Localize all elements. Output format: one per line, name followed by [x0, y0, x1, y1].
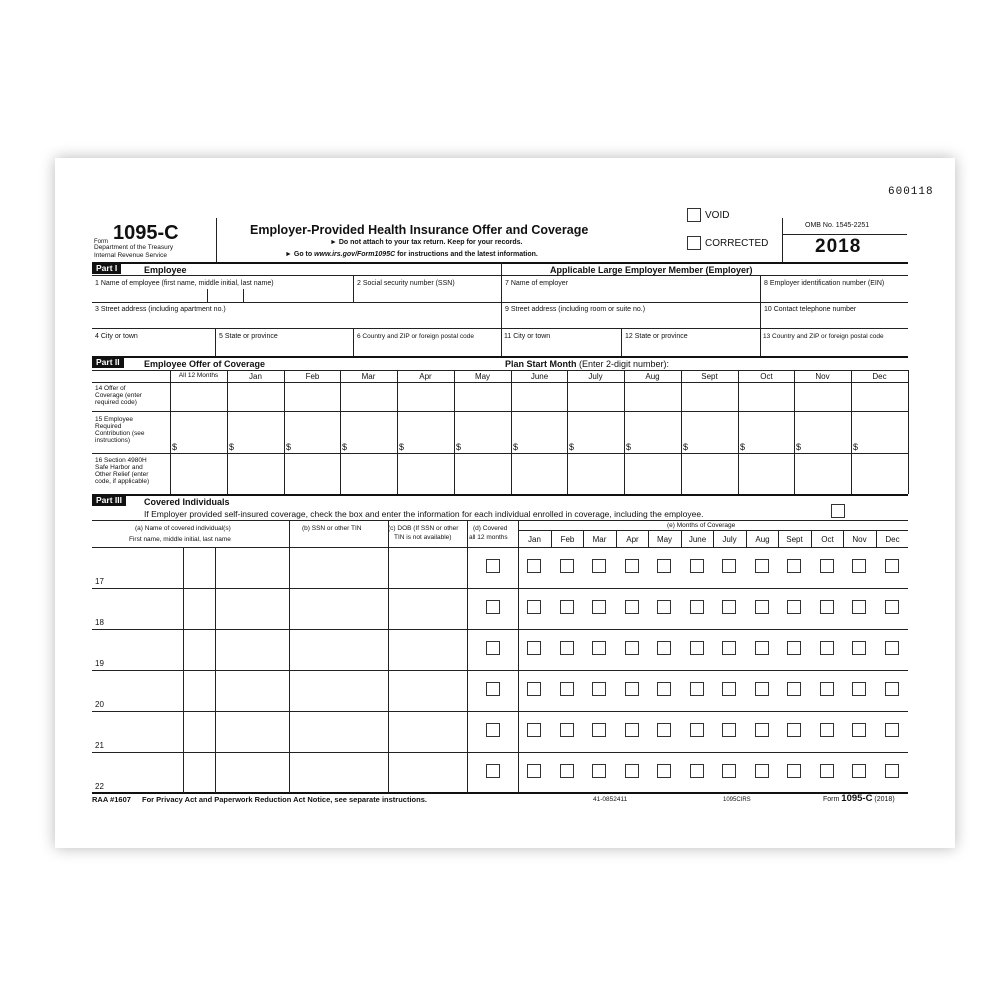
row15-entry-cell[interactable] — [636, 413, 679, 451]
row14-entry-cell[interactable] — [398, 383, 453, 410]
month-coverage-checkbox[interactable] — [852, 764, 866, 778]
month-coverage-checkbox[interactable] — [722, 723, 736, 737]
month-coverage-checkbox[interactable] — [722, 600, 736, 614]
month-coverage-checkbox[interactable] — [625, 682, 639, 696]
form-word: Form — [94, 239, 108, 245]
row14-entry-cell[interactable] — [682, 383, 737, 410]
row15-entry-cell[interactable] — [296, 413, 339, 451]
first-name-cell[interactable] — [184, 548, 214, 587]
name-cell[interactable] — [216, 753, 288, 792]
row15-entry-cell[interactable] — [466, 413, 509, 451]
first-name-cell[interactable] — [184, 589, 214, 628]
month-coverage-checkbox[interactable] — [820, 682, 834, 696]
footer-privacy: For Privacy Act and Paperwork Reduction Act Notice, see separate instructions. — [142, 795, 427, 804]
self-insured-checkbox[interactable] — [831, 504, 845, 518]
part3-row-number: 22 — [95, 782, 104, 791]
field-10-label: 10 Contact telephone number — [764, 306, 857, 313]
row16-entry-cell[interactable] — [852, 455, 907, 493]
corrected-checkbox[interactable] — [687, 236, 701, 250]
row15-dollar-sign: $ — [626, 442, 632, 452]
col-e-label: (e) Months of Coverage — [667, 522, 736, 529]
month-coverage-checkbox[interactable] — [852, 682, 866, 696]
row14-entry-cell[interactable] — [852, 383, 907, 410]
part3-row-number: 18 — [95, 618, 104, 627]
col-b-label: (b) SSN or other TIN — [302, 525, 362, 532]
part2-header-month: Aug — [645, 372, 660, 381]
dob-cell[interactable] — [389, 753, 466, 792]
month-coverage-checkbox[interactable] — [885, 764, 899, 778]
footer-raa: RAA #1607 — [92, 795, 131, 804]
part2-label: Part II — [92, 357, 124, 368]
month-coverage-checkbox[interactable] — [527, 723, 541, 737]
irs-name: Internal Revenue Service — [94, 252, 167, 259]
row16-entry-cell[interactable] — [398, 455, 453, 493]
month-coverage-checkbox[interactable] — [755, 764, 769, 778]
part3-header-month: Feb — [560, 535, 575, 544]
covered-all-12-checkbox[interactable] — [486, 641, 500, 655]
part2-header-month: Jan — [249, 372, 262, 381]
month-coverage-checkbox[interactable] — [657, 600, 671, 614]
month-coverage-checkbox[interactable] — [592, 600, 606, 614]
row15-dollar-sign: $ — [569, 442, 575, 452]
month-coverage-checkbox[interactable] — [885, 559, 899, 573]
field-6-label: 6 Country and ZIP or foreign postal code — [357, 333, 474, 340]
instruction-2: ► Go to www.irs.gov/Form1095C for instructions and the latest information. — [285, 251, 538, 258]
field-13-label: 13 Country and ZIP or foreign postal code — [763, 333, 884, 340]
month-coverage-checkbox[interactable] — [690, 682, 704, 696]
month-coverage-checkbox[interactable] — [625, 723, 639, 737]
month-coverage-checkbox[interactable] — [657, 641, 671, 655]
part3-header-month: Apr — [626, 535, 639, 544]
col-a-label-2: First name, middle initial, last name — [129, 536, 231, 543]
row14-entry-cell[interactable] — [739, 383, 794, 410]
footer-form: Form 1095-C (2018) — [823, 793, 895, 804]
month-coverage-checkbox[interactable] — [592, 723, 606, 737]
month-coverage-checkbox[interactable] — [690, 559, 704, 573]
row14-entry-cell[interactable] — [795, 383, 850, 410]
month-coverage-checkbox[interactable] — [560, 641, 574, 655]
part1-title: Employee — [144, 265, 187, 275]
month-coverage-checkbox[interactable] — [690, 641, 704, 655]
month-coverage-checkbox[interactable] — [722, 682, 736, 696]
row16-entry-cell[interactable] — [795, 455, 850, 493]
form-sheet — [55, 158, 955, 848]
month-coverage-checkbox[interactable] — [527, 682, 541, 696]
month-coverage-checkbox[interactable] — [690, 723, 704, 737]
col-d-label-2: all 12 months — [469, 534, 508, 541]
month-coverage-checkbox[interactable] — [722, 641, 736, 655]
row14-entry-cell[interactable] — [171, 383, 226, 410]
part2-header-month: July — [588, 372, 603, 381]
month-coverage-checkbox[interactable] — [787, 641, 801, 655]
row15-entry-cell[interactable] — [239, 413, 282, 451]
month-coverage-checkbox[interactable] — [820, 559, 834, 573]
month-coverage-checkbox[interactable] — [560, 764, 574, 778]
month-coverage-checkbox[interactable] — [820, 641, 834, 655]
field-4-label: 4 City or town — [95, 333, 138, 340]
field-12-label: 12 State or province — [625, 333, 688, 340]
part2-header-month: Mar — [361, 372, 376, 381]
col-c-label-1: (c) DOB (If SSN or other — [388, 525, 459, 532]
row14-entry-cell[interactable] — [285, 383, 340, 410]
part3-label: Part III — [92, 495, 126, 506]
row16-entry-cell[interactable] — [568, 455, 623, 493]
ssn-cell[interactable] — [290, 630, 387, 669]
row16-entry-cell[interactable] — [285, 455, 340, 493]
row16-entry-cell[interactable] — [682, 455, 737, 493]
month-coverage-checkbox[interactable] — [560, 559, 574, 573]
omb-number: OMB No. 1545-2251 — [805, 222, 870, 229]
col-d-label-1: (d) Covered — [473, 525, 508, 532]
month-coverage-checkbox[interactable] — [787, 600, 801, 614]
name-cell[interactable] — [216, 630, 288, 669]
dob-cell[interactable] — [389, 671, 466, 710]
month-coverage-checkbox[interactable] — [690, 764, 704, 778]
row16-entry-cell[interactable] — [512, 455, 567, 493]
part3-row-number: 20 — [95, 700, 104, 709]
row15-label: 15 Employee Required Contribution (see instructions) — [95, 416, 145, 444]
col-a-label-1: (a) Name of covered individual(s) — [135, 525, 231, 532]
row15-dollar-sign: $ — [513, 442, 519, 452]
month-coverage-checkbox[interactable] — [787, 559, 801, 573]
row15-entry-cell[interactable] — [523, 413, 566, 451]
month-coverage-checkbox[interactable] — [787, 764, 801, 778]
part3-row-number: 17 — [95, 577, 104, 586]
row15-dollar-sign: $ — [229, 442, 235, 452]
month-coverage-checkbox[interactable] — [755, 723, 769, 737]
part2-header-month: Sept — [701, 372, 718, 381]
part2-header-month: May — [474, 372, 491, 381]
row15-entry-cell[interactable] — [750, 413, 793, 451]
covered-all-12-checkbox[interactable] — [486, 723, 500, 737]
covered-all-12-checkbox[interactable] — [486, 559, 500, 573]
row16-entry-cell[interactable] — [341, 455, 396, 493]
month-coverage-checkbox[interactable] — [592, 764, 606, 778]
name-cell[interactable] — [216, 589, 288, 628]
row15-dollar-sign: $ — [286, 442, 292, 452]
field-9-label: 9 Street address (including room or suite no.) — [505, 306, 646, 313]
row15-dollar-sign: $ — [342, 442, 348, 452]
ssn-cell[interactable] — [290, 671, 387, 710]
part3-header-month: July — [722, 535, 737, 544]
part3-header-month: Sept — [786, 535, 803, 544]
row14-label: 14 Offer of Coverage (enter required code) — [95, 385, 142, 406]
row15-entry-cell[interactable] — [693, 413, 736, 451]
part3-row-number: 21 — [95, 741, 104, 750]
month-coverage-checkbox[interactable] — [560, 600, 574, 614]
part3-row-number: 19 — [95, 659, 104, 668]
void-checkbox[interactable] — [687, 208, 701, 222]
row14-entry-cell[interactable] — [228, 383, 283, 410]
header-divider-left — [216, 218, 217, 262]
month-coverage-checkbox[interactable] — [820, 600, 834, 614]
name-cell[interactable] — [216, 671, 288, 710]
part3-title: Covered Individuals — [144, 497, 230, 507]
month-coverage-checkbox[interactable] — [592, 641, 606, 655]
header-divider-right — [782, 218, 783, 262]
form-title: Employer-Provided Health Insurance Offer and Coverage — [250, 223, 589, 237]
part2-header-all-12: All 12 Months — [178, 372, 219, 379]
month-coverage-checkbox[interactable] — [560, 682, 574, 696]
serial-number: 600118 — [888, 186, 934, 198]
field-5-label: 5 State or province — [219, 333, 278, 340]
covered-all-12-checkbox[interactable] — [486, 682, 500, 696]
month-coverage-checkbox[interactable] — [787, 682, 801, 696]
month-coverage-checkbox[interactable] — [852, 723, 866, 737]
dob-cell[interactable] — [389, 548, 466, 587]
form-number: 1095-C — [113, 222, 179, 244]
month-coverage-checkbox[interactable] — [755, 682, 769, 696]
month-coverage-checkbox[interactable] — [690, 600, 704, 614]
first-name-cell[interactable] — [184, 712, 214, 751]
month-coverage-checkbox[interactable] — [885, 723, 899, 737]
row15-dollar-sign: $ — [456, 442, 462, 452]
month-coverage-checkbox[interactable] — [625, 764, 639, 778]
row15-dollar-sign: $ — [853, 442, 859, 452]
void-label: VOID — [705, 210, 730, 221]
first-name-cell[interactable] — [184, 671, 214, 710]
row15-entry-cell[interactable] — [579, 413, 622, 451]
row14-entry-cell[interactable] — [568, 383, 623, 410]
col-c-label-2: TIN is not available) — [394, 534, 452, 541]
part3-header-month: Dec — [885, 535, 900, 544]
month-coverage-checkbox[interactable] — [592, 682, 606, 696]
month-coverage-checkbox[interactable] — [625, 559, 639, 573]
row15-entry-cell[interactable] — [182, 413, 225, 451]
ssn-cell[interactable] — [290, 548, 387, 587]
part3-header-month: Jan — [528, 535, 541, 544]
field-7-label: 7 Name of employer — [505, 280, 569, 287]
month-coverage-checkbox[interactable] — [852, 641, 866, 655]
month-coverage-checkbox[interactable] — [885, 600, 899, 614]
part2-header-month: Dec — [872, 372, 887, 381]
covered-all-12-checkbox[interactable] — [486, 600, 500, 614]
month-coverage-checkbox[interactable] — [527, 600, 541, 614]
row15-entry-cell[interactable] — [863, 413, 906, 451]
month-coverage-checkbox[interactable] — [755, 559, 769, 573]
month-coverage-checkbox[interactable] — [755, 600, 769, 614]
part2-header-month: Feb — [305, 372, 320, 381]
ssn-cell[interactable] — [290, 753, 387, 792]
row16-label: 16 Section 4980H Safe Harbor and Other Relief (enter code, if applicable) — [95, 457, 150, 485]
field-11-label: 11 City or town — [504, 333, 551, 340]
row15-dollar-sign: $ — [399, 442, 405, 452]
field-8-label: 8 Employer identification number (EIN) — [764, 280, 885, 287]
employer-title: Applicable Large Employer Member (Employer) — [550, 265, 753, 275]
month-coverage-checkbox[interactable] — [527, 641, 541, 655]
part3-header-month: Aug — [755, 535, 770, 544]
corrected-label: CORRECTED — [705, 238, 769, 249]
footer-code: 1095CIRS — [723, 797, 751, 803]
first-name-cell[interactable] — [184, 753, 214, 792]
month-coverage-checkbox[interactable] — [560, 723, 574, 737]
month-coverage-checkbox[interactable] — [722, 559, 736, 573]
row15-dollar-sign: $ — [683, 442, 689, 452]
month-coverage-checkbox[interactable] — [885, 641, 899, 655]
row16-entry-cell[interactable] — [228, 455, 283, 493]
row15-entry-cell[interactable] — [409, 413, 452, 451]
month-coverage-checkbox[interactable] — [657, 559, 671, 573]
field-2-label: 2 Social security number (SSN) — [357, 280, 455, 287]
part2-header-month: Apr — [419, 372, 432, 381]
dob-cell[interactable] — [389, 712, 466, 751]
month-coverage-checkbox[interactable] — [787, 723, 801, 737]
part1-label: Part I — [92, 263, 121, 274]
row16-entry-cell[interactable] — [739, 455, 794, 493]
row15-dollar-sign: $ — [740, 442, 746, 452]
part2-header-month: Oct — [760, 372, 773, 381]
row14-entry-cell[interactable] — [455, 383, 510, 410]
part3-header-month: June — [688, 535, 707, 544]
row15-entry-cell[interactable] — [806, 413, 849, 451]
ssn-cell[interactable] — [290, 712, 387, 751]
covered-all-12-checkbox[interactable] — [486, 764, 500, 778]
part3-header-month: Nov — [852, 535, 867, 544]
ssn-cell[interactable] — [290, 589, 387, 628]
month-coverage-checkbox[interactable] — [722, 764, 736, 778]
row14-entry-cell[interactable] — [341, 383, 396, 410]
month-coverage-checkbox[interactable] — [885, 682, 899, 696]
month-coverage-checkbox[interactable] — [625, 641, 639, 655]
field-3-label: 3 Street address (including apartment no.) — [95, 306, 226, 313]
row15-dollar-sign: $ — [172, 442, 178, 452]
part2-header-month: June — [530, 372, 549, 381]
dob-cell[interactable] — [389, 589, 466, 628]
month-coverage-checkbox[interactable] — [755, 641, 769, 655]
first-name-cell[interactable] — [184, 630, 214, 669]
month-coverage-checkbox[interactable] — [625, 600, 639, 614]
row16-entry-cell[interactable] — [171, 455, 226, 493]
month-coverage-checkbox[interactable] — [820, 764, 834, 778]
name-cell[interactable] — [216, 712, 288, 751]
row16-entry-cell[interactable] — [625, 455, 680, 493]
row15-dollar-sign: $ — [796, 442, 802, 452]
part3-instruction: If Employer provided self-insured coverage, check the box and enter the information for each individual enrolled in coverage, including the employee. — [144, 509, 704, 519]
month-coverage-checkbox[interactable] — [820, 723, 834, 737]
row14-entry-cell[interactable] — [625, 383, 680, 410]
dob-cell[interactable] — [389, 630, 466, 669]
part3-header-month: Mar — [592, 535, 607, 544]
month-coverage-checkbox[interactable] — [527, 764, 541, 778]
department: Department of the Treasury — [94, 244, 174, 251]
instruction-1: ► Do not attach to your tax return. Keep for your records. — [330, 239, 523, 246]
footer-cat: 41-0852411 — [593, 796, 628, 803]
month-coverage-checkbox[interactable] — [527, 559, 541, 573]
month-coverage-checkbox[interactable] — [657, 764, 671, 778]
month-coverage-checkbox[interactable] — [657, 723, 671, 737]
part3-header-month: May — [656, 535, 673, 544]
part3-header-month: Oct — [821, 535, 834, 544]
field-1-label: 1 Name of employee (first name, middle initial, last name) — [95, 280, 274, 287]
month-coverage-checkbox[interactable] — [852, 600, 866, 614]
month-coverage-checkbox[interactable] — [657, 682, 671, 696]
row14-entry-cell[interactable] — [512, 383, 567, 410]
name-cell[interactable] — [216, 548, 288, 587]
month-coverage-checkbox[interactable] — [852, 559, 866, 573]
month-coverage-checkbox[interactable] — [592, 559, 606, 573]
row16-entry-cell[interactable] — [455, 455, 510, 493]
tax-year: 2018 — [815, 236, 862, 257]
row15-entry-cell[interactable] — [352, 413, 395, 451]
part2-header-month: Nov — [815, 372, 830, 381]
part2-title: Employee Offer of Coverage — [144, 359, 266, 369]
plan-start-month: Plan Start Month (Enter 2-digit number): — [505, 359, 670, 369]
